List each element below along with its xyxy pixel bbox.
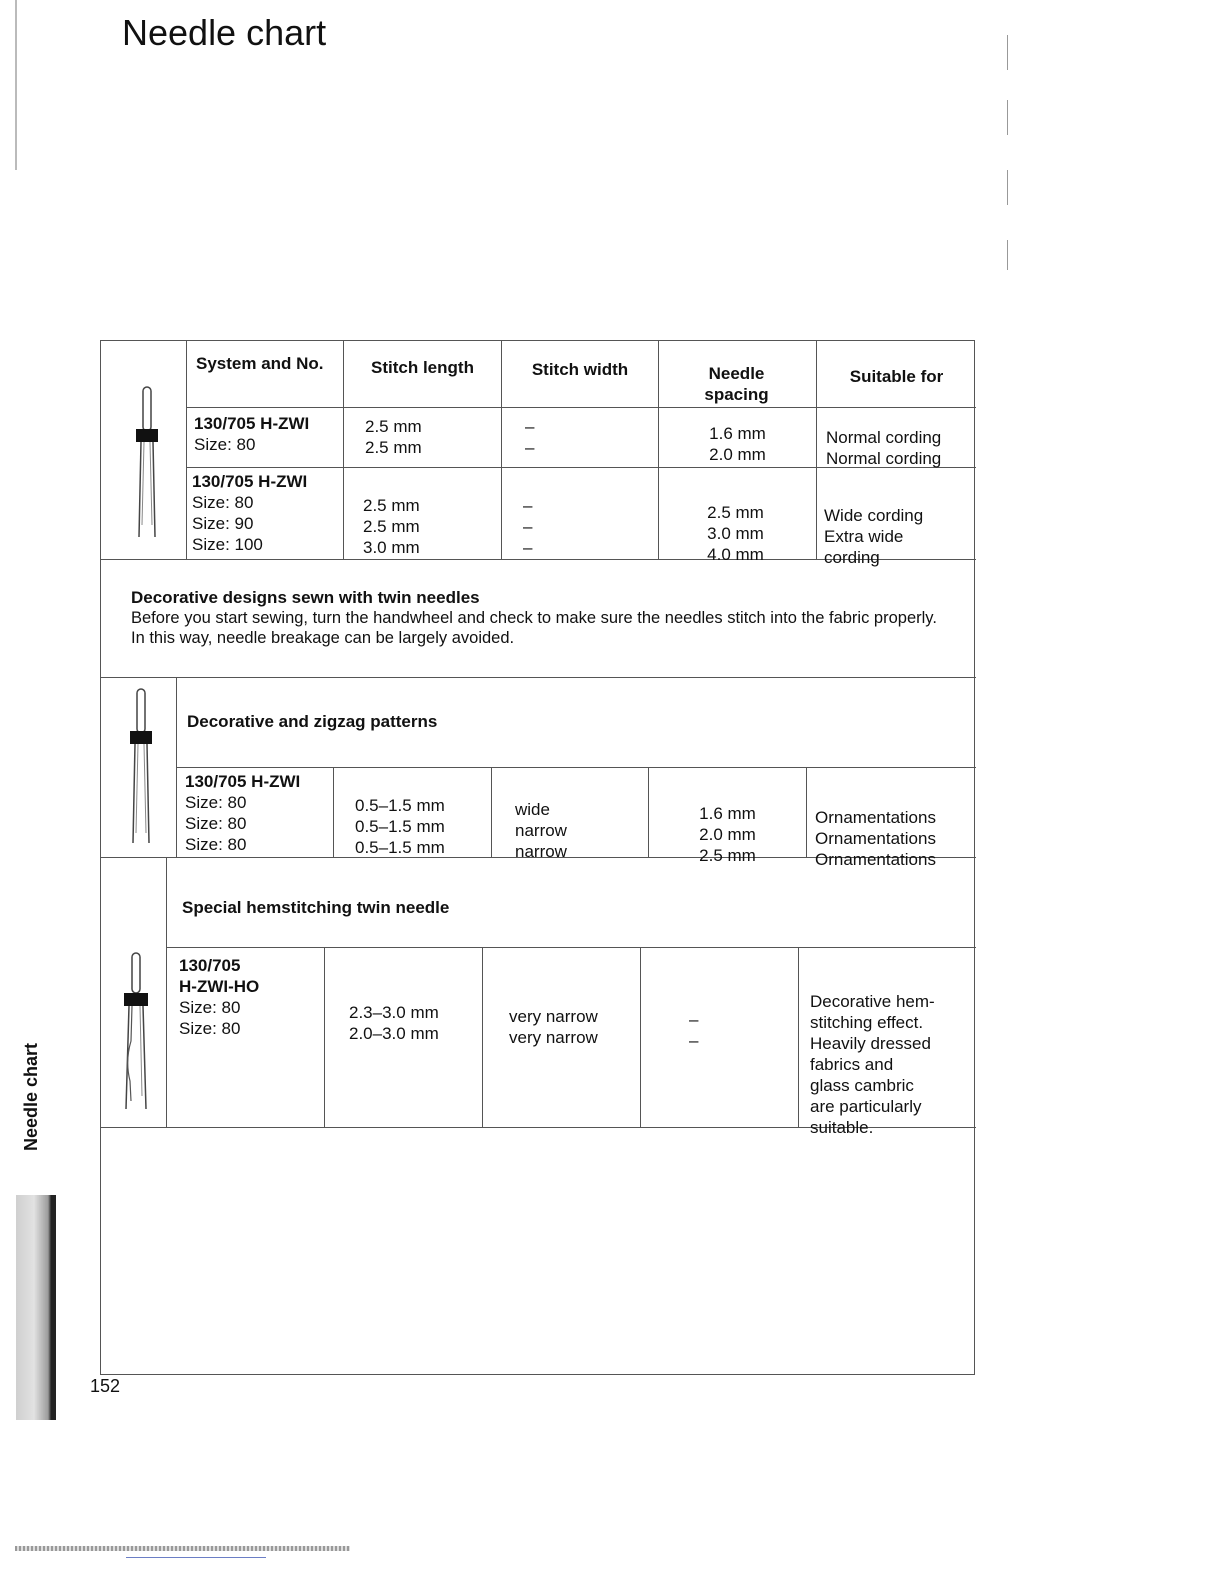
bottom-rule — [126, 1557, 266, 1558]
row1-stitch-length: 2.5 mm 2.5 mm — [365, 417, 422, 457]
twin-needle-icon — [125, 687, 159, 847]
row1-suitable-for: Normal cording Normal cording — [826, 428, 942, 468]
page-title: Needle chart — [122, 12, 327, 53]
right-margin-mark — [1007, 100, 1008, 135]
header-system: System and No. — [196, 354, 324, 373]
left-margin-rule — [15, 0, 17, 170]
sec2-system: 130/705 H-ZWI Size: 80 Size: 80 Size: 80 — [185, 772, 301, 854]
sec3-stitch-length: 2.3–3.0 mm 2.0–3.0 mm — [349, 1003, 439, 1043]
header-suitable-for: Suitable for — [849, 367, 944, 386]
row1-needle-spacing: 1.6 mm 2.0 mm — [709, 424, 766, 464]
sec3-needle-spacing: – – — [689, 1010, 699, 1050]
hemstitch-needle-icon — [119, 951, 155, 1113]
right-margin-mark — [1007, 170, 1008, 205]
needle-table — [100, 340, 975, 1375]
chapter-thumb-tab — [16, 1195, 56, 1420]
sec2-stitch-width: wide narrow narrow — [515, 800, 567, 861]
header-stitch-width: Stitch width — [531, 360, 629, 379]
row2-stitch-width: – – – — [523, 496, 533, 557]
sec3-suitable-for: Decorative hem- stitching effect. Heavily dressed fabrics and glass cambric are particularly suitable. — [810, 992, 935, 1137]
sec2-stitch-length: 0.5–1.5 mm 0.5–1.5 mm 0.5–1.5 mm — [355, 796, 445, 857]
row2-needle-spacing: 2.5 mm 3.0 mm 4.0 mm — [707, 503, 764, 564]
row1-stitch-width: – – — [525, 417, 535, 457]
row2-system: 130/705 H-ZWI Size: 80 Size: 90 Size: 100 — [192, 472, 308, 554]
side-chapter-label: Needle chart — [21, 1042, 41, 1152]
header-needle-spacing: Needle spacing — [704, 364, 769, 404]
sec2-needle-spacing: 1.6 mm 2.0 mm 2.5 mm — [699, 804, 756, 865]
right-margin-mark — [1007, 35, 1008, 70]
header-stitch-length: Stitch length — [371, 358, 474, 377]
sec3-system: 130/705 H-ZWI-HO Size: 80 Size: 80 — [179, 956, 260, 1038]
scan-strip — [15, 1546, 350, 1551]
section-hemstitching: Special hemstitching twin needle — [182, 898, 450, 917]
row2-suitable-for: Wide cording Extra wide cording — [824, 506, 924, 567]
twin-needle-icon — [131, 385, 165, 545]
section-decorative-zigzag: Decorative and zigzag patterns — [187, 712, 438, 731]
row2-stitch-length: 2.5 mm 2.5 mm 3.0 mm — [363, 496, 420, 557]
right-margin-mark — [1007, 240, 1008, 270]
row1-system: 130/705 H-ZWI Size: 80 — [194, 414, 310, 454]
sec2-suitable-for: Ornamentations Ornamentations Ornamentations — [815, 808, 936, 869]
sec3-stitch-width: very narrow very narrow — [509, 1007, 598, 1047]
twin-needle-note: Decorative designs sewn with twin needles Before you start sewing, turn the handwheel and check to make sure the needles stitch into the fabric properly. In this way, needle breakage can be largely avoided. — [131, 588, 937, 647]
page-number: 152 — [90, 1376, 121, 1396]
